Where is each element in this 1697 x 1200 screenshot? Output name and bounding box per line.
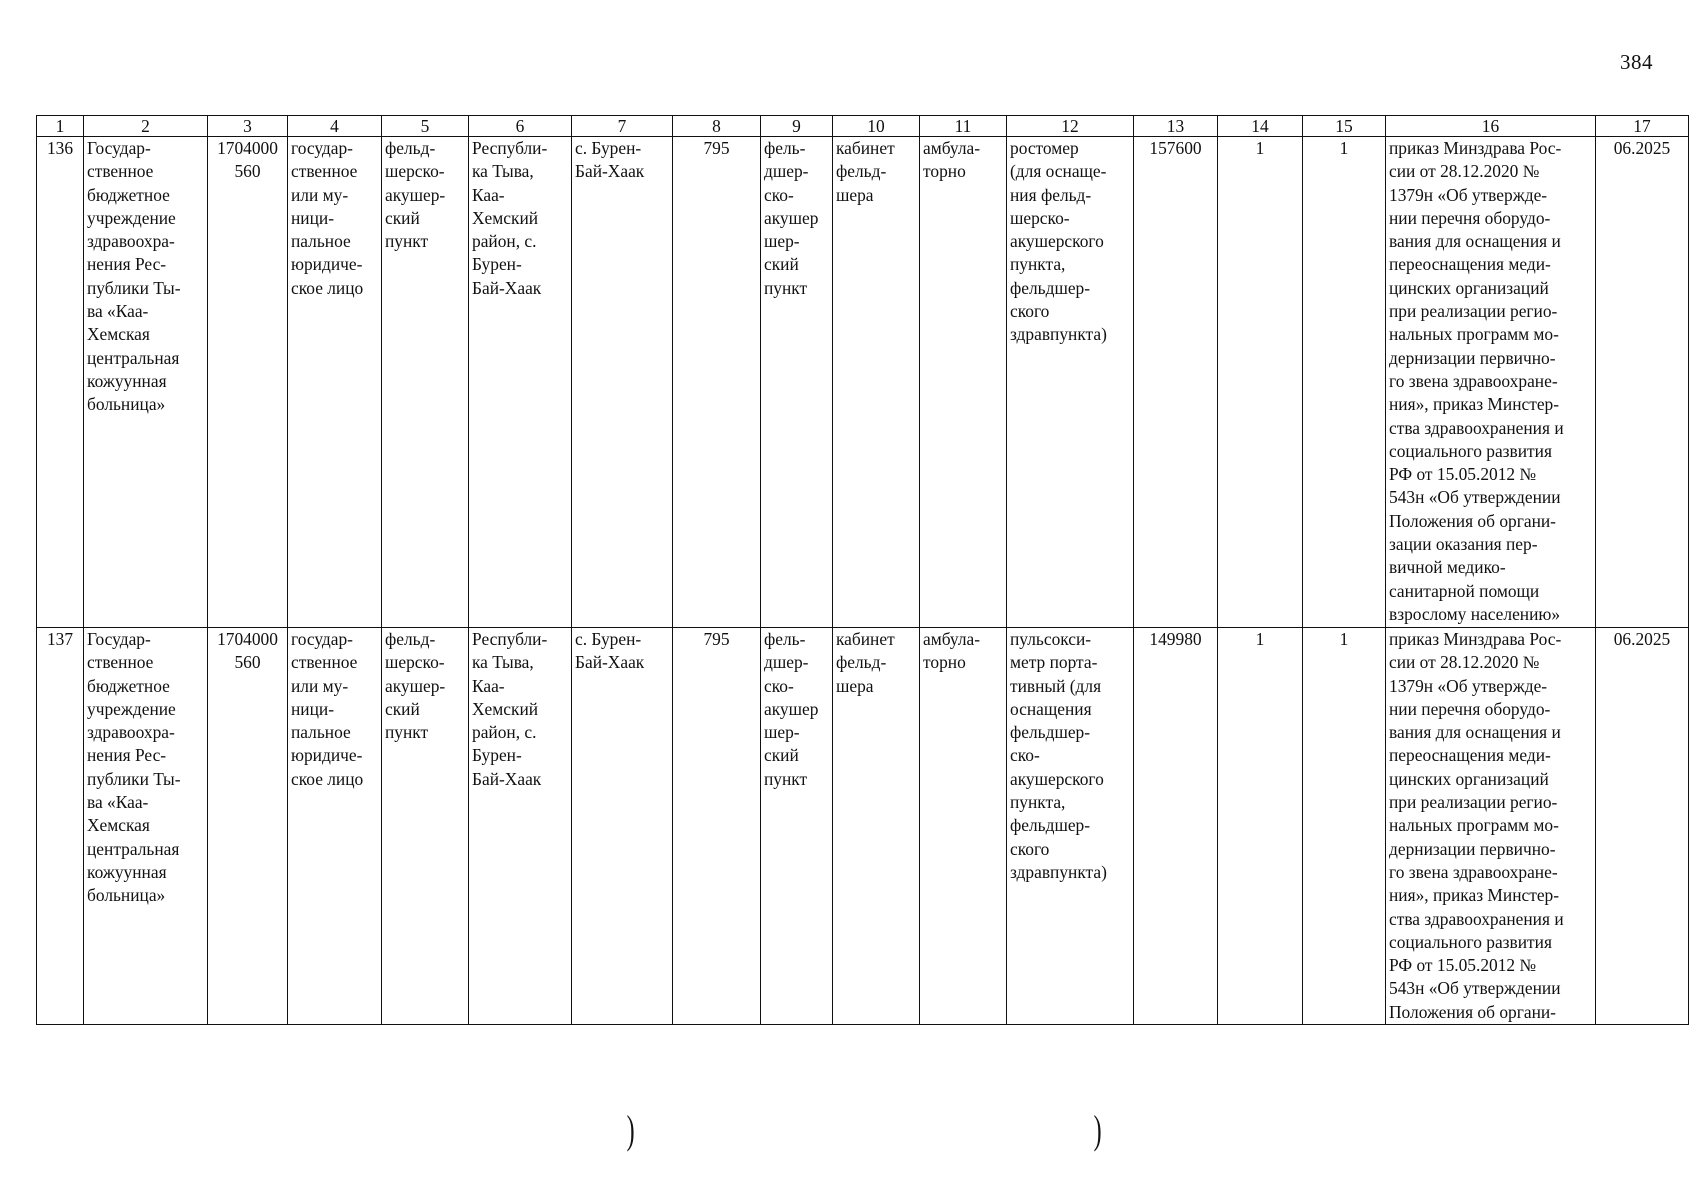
column-number: 2 [84,116,208,137]
cell-entity-type: государ- ственное или му- ници- пальное юридиче- ское лицо [288,137,382,628]
column-number: 8 [673,116,761,137]
column-number: 13 [1134,116,1218,137]
cell-room: кабинет фельд- шера [833,137,920,628]
footer-mark: ) [1093,1107,1102,1152]
cell-equipment: пульсокси- метр порта- тивный (для оснащения фельдшер- ско- акушерского пункта, фельдшер- ского здравпункта) [1007,628,1134,1025]
column-number: 6 [469,116,572,137]
register-table [36,115,1689,1025]
column-number: 14 [1218,116,1303,137]
cell-address: Республи- ка Тыва, Каа- Хемский район, с. Бурен- Бай-Хаак [469,628,572,1025]
cell-population: 795 [673,137,761,628]
footer-mark: ) [626,1107,635,1152]
cell-legal-basis: приказ Минздрава Рос- сии от 28.12.2020 № 1379н «Об утвержде- нии перечня оборудо- вания для оснащения и переоснащения меди- цинских организаций при реализации регио- нальных программ мо- дернизации первично- го звена здравоохране- ния», приказ Минстер- ства здравоохранения и социального развития РФ от 15.05.2012 № 543н «Об утверждении Положения об органи- зации оказания пер- вичной медико- санитарной помощи взрослому населению» [1386,137,1596,628]
cell-price: 157600 [1134,137,1218,628]
cell-legal-basis: приказ Минздрава Рос- сии от 28.12.2020 № 1379н «Об утвержде- нии перечня оборудо- вания для оснащения и переоснащения меди- цинских организаций при реализации регио- нальных программ мо- дернизации первично- го звена здравоохране- ния», приказ Минстер- ства здравоохранения и социального развития РФ от 15.05.2012 № 543н «Об утверждении Положения об органи- [1386,628,1596,1025]
cell-equipment: ростомер (для оснаще- ния фельд- шерско- акушерского пункта, фельдшер- ского здравпункта) [1007,137,1134,628]
cell-organization: Государ- ственное бюджетное учреждение здравоохра- нения Рес- публики Ты- ва «Каа- Хемская центральная кожуунная больница» [84,137,208,628]
cell-entity-type: государ- ственное или му- ници- пальное юридиче- ское лицо [288,628,382,1025]
column-number: 12 [1007,116,1134,137]
cell-population: 795 [673,628,761,1025]
page-number: 384 [1620,50,1653,74]
cell-date: 06.2025 [1596,137,1689,628]
cell-address: Республи- ка Тыва, Каа- Хемский район, с. Бурен- Бай-Хаак [469,137,572,628]
cell-unit: фель- дшер- ско- акушер шер- ский пункт [761,137,833,628]
cell-room: кабинет фельд- шера [833,628,920,1025]
cell-price: 149980 [1134,628,1218,1025]
cell-organization: Государ- ственное бюджетное учреждение здравоохра- нения Рес- публики Ты- ва «Каа- Хемская центральная кожуунная больница» [84,628,208,1025]
cell-care-mode: амбула- торно [920,137,1007,628]
cell-quantity: 1 [1218,628,1303,1025]
cell-facility-type: фельд- шерско- акушер- ский пункт [382,628,469,1025]
column-number-row [37,116,1689,137]
table-row [37,628,1689,1025]
column-number: 15 [1303,116,1386,137]
table-row [37,137,1689,628]
cell-quantity: 1 [1218,137,1303,628]
column-number: 1 [37,116,84,137]
cell-care-mode: амбула- торно [920,628,1007,1025]
cell-quantity: 1 [1303,137,1386,628]
cell-code: 1704000 560 [208,628,288,1025]
cell-settlement: с. Бурен- Бай-Хаак [572,628,673,1025]
column-number: 11 [920,116,1007,137]
column-number: 9 [761,116,833,137]
column-number: 10 [833,116,920,137]
cell-code: 1704000 560 [208,137,288,628]
column-number: 3 [208,116,288,137]
cell-settlement: с. Бурен- Бай-Хаак [572,137,673,628]
cell-row-number: 136 [37,137,84,628]
column-number: 4 [288,116,382,137]
cell-row-number: 137 [37,628,84,1025]
cell-facility-type: фельд- шерско- акушер- ский пункт [382,137,469,628]
cell-date: 06.2025 [1596,628,1689,1025]
column-number: 17 [1596,116,1689,137]
cell-unit: фель- дшер- ско- акушер шер- ский пункт [761,628,833,1025]
column-number: 5 [382,116,469,137]
cell-quantity: 1 [1303,628,1386,1025]
column-number: 16 [1386,116,1596,137]
column-number: 7 [572,116,673,137]
